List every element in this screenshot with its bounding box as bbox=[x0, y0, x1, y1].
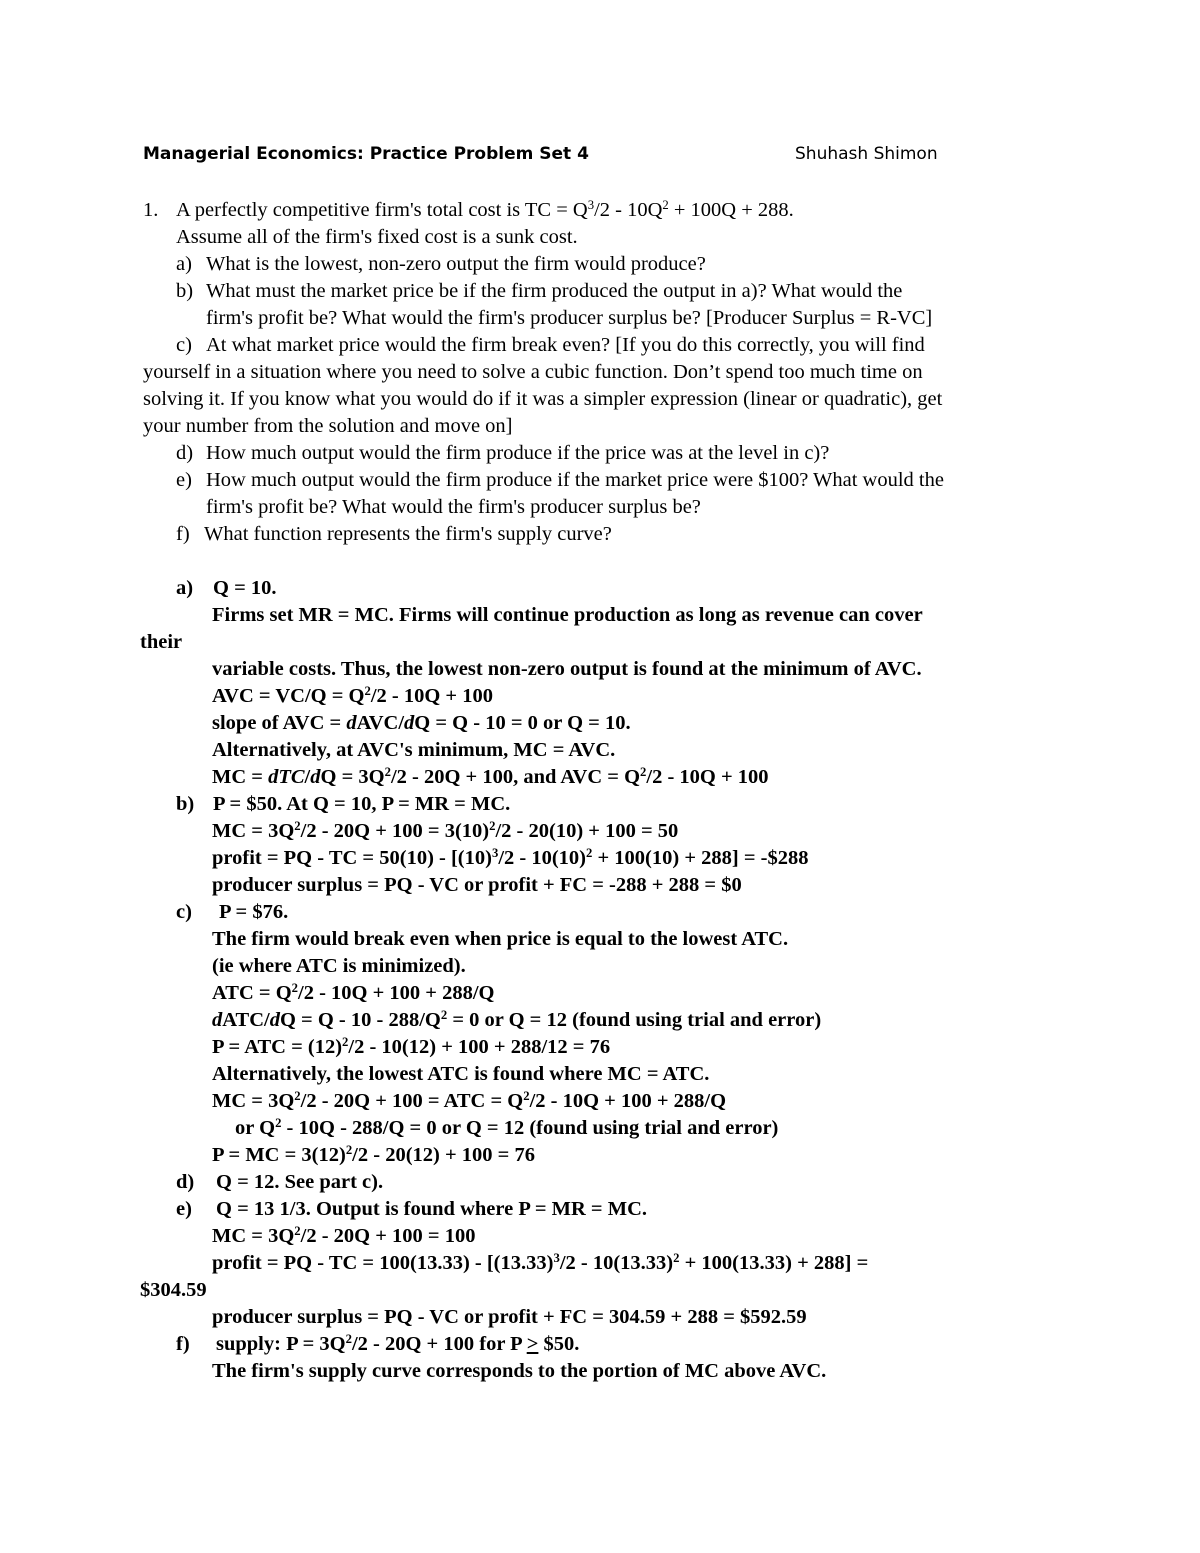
question-part-b: b) What must the market price be if the firm produced the output in a)? What would the bbox=[176, 280, 903, 302]
answer-a-line: Firms set MR = MC. Firms will continue production as long as revenue can cover bbox=[212, 604, 923, 626]
question-part-c-cont2: solving it. If you know what you would do if it was a simpler expression (linear or quadratic), get bbox=[143, 388, 943, 410]
answer-c-line: dATC/dQ = $Q - 10 - 288/Q^2 = 0$ or Q = 12 (found using trial and error) bbox=[212, 1008, 822, 1031]
question-part-c-cont3: your number from the solution and move on] bbox=[143, 415, 513, 437]
answer-c-heading: c) P = $76. bbox=[176, 901, 289, 923]
answer-e-line: MC = $3Q^2/2 - 20Q + 100 = 100$ bbox=[212, 1224, 476, 1247]
question-part-d: d) How much output would the firm produce if the price was at the level in c)? bbox=[176, 442, 830, 464]
answer-e-line: producer surplus = PQ - VC or profit + FC = 304.59 + 288 = $592.59 bbox=[212, 1306, 807, 1328]
answer-b-heading: b) P = $50. At Q = 10, P = MR = MC. bbox=[176, 793, 511, 815]
question-number: 1. bbox=[143, 199, 159, 221]
answer-c-line: Alternatively, the lowest ATC is found where MC = ATC. bbox=[212, 1063, 710, 1085]
question-assumption: Assume all of the firm's fixed cost is a sunk cost. bbox=[176, 226, 578, 248]
answer-e-line: profit = PQ - TC = $100(13.33) - [(13.33)^3/2 - 10(13.33)^2 + 100(13.33) + 288]$ = bbox=[212, 1251, 869, 1274]
answer-c-line: ATC = $Q^2/2 - 10Q + 100 + 288/Q$ bbox=[212, 981, 495, 1004]
answer-c-line: P = MC = $3(12)^2/2 - 20(12) + 100 = 76$ bbox=[212, 1143, 535, 1166]
answer-c-line: The firm would break even when price is equal to the lowest ATC. bbox=[212, 928, 789, 950]
question-stem: 1. A perfectly competitive firm's total cost is TC = $Q^3/2 - 10Q^2 + 100Q + 288$. bbox=[143, 198, 794, 221]
answer-e-heading: e) Q = 13 1/3. Output is found where P = MR = MC. bbox=[176, 1198, 648, 1220]
answer-c-line: (ie where ATC is minimized). bbox=[212, 955, 466, 977]
answer-a-heading: a) Q = 10. bbox=[176, 577, 277, 599]
answer-a-line: variable costs. Thus, the lowest non-zero output is found at the minimum of AVC. bbox=[212, 658, 922, 680]
question-part-e: e) How much output would the firm produce if the market price were $100? What would the bbox=[176, 469, 944, 491]
answer-f-line: The firm's supply curve corresponds to the portion of MC above AVC. bbox=[212, 1360, 827, 1382]
answer-b-line: profit = PQ - TC = $50(10) - [(10)^3/2 - 10(10)^2 + 100(10) + 288]$ = -$288 bbox=[212, 846, 809, 869]
question-part-c: c) At what market price would the firm break even? [If you do this correctly, you will find bbox=[176, 334, 925, 356]
answer-a-line: Alternatively, at AVC's minimum, MC = AVC. bbox=[212, 739, 616, 761]
answer-a-line: slope of AVC = dAVC/dQ = Q - 10 = 0 or Q = 10. bbox=[212, 712, 631, 734]
answer-a-line: AVC = $VC/Q = Q^2/2 - 10Q + 100$ bbox=[212, 684, 493, 707]
answer-b-line: producer surplus = PQ - VC or profit + FC = -288 + 288 = $0 bbox=[212, 874, 742, 896]
answer-c-line: P = ATC = $(12)^2/2 - 10(12) + 100 + 288/12 = 76$ bbox=[212, 1035, 611, 1058]
answer-c-line: or $Q^2 - 10Q - 288/Q = 0$ or Q = 12 (found using trial and error) bbox=[235, 1116, 779, 1139]
question-part-e-cont: firm's profit be? What would the firm's producer surplus be? bbox=[206, 496, 701, 518]
greater-equal-symbol: > bbox=[526, 1333, 539, 1355]
author-name: Shuhash Shimon bbox=[795, 144, 938, 164]
question-part-a: a) What is the lowest, non-zero output the firm would produce? bbox=[176, 253, 706, 275]
answer-e-line: $304.59 bbox=[140, 1279, 207, 1301]
question-part-c-cont1: yourself in a situation where you need to solve a cubic function. Don’t spend too much time on bbox=[143, 361, 923, 383]
answer-c-line: MC = $3Q^2/2 - 20Q + 100$ = ATC = $Q^2/2 - 10Q + 100 + 288/Q$ bbox=[212, 1089, 727, 1112]
answer-a-line: MC = $dTC/dQ = 3Q^2/2 - 20Q + 100$, and AVC = $Q^2/2 - 10Q + 100$ bbox=[212, 765, 769, 788]
question-part-b-cont: firm's profit be? What would the firm's producer surplus be? [Producer Surplus = R-VC] bbox=[206, 307, 933, 329]
answer-f-heading: f) supply: $P = 3Q^2/2 - 20Q + 100$ for P > $50. bbox=[176, 1332, 580, 1355]
answer-b-line: MC = $3Q^2/2 - 20Q + 100 = 3(10)^2/2 - 20(10) + 100 = 50$ bbox=[212, 819, 679, 842]
document-title: Managerial Economics: Practice Problem Set 4 bbox=[143, 144, 589, 164]
answer-d-heading: d) Q = 12. See part c). bbox=[176, 1171, 384, 1193]
answer-a-line: their bbox=[140, 631, 183, 653]
question-part-f: f) What function represents the firm's supply curve? bbox=[176, 523, 612, 545]
